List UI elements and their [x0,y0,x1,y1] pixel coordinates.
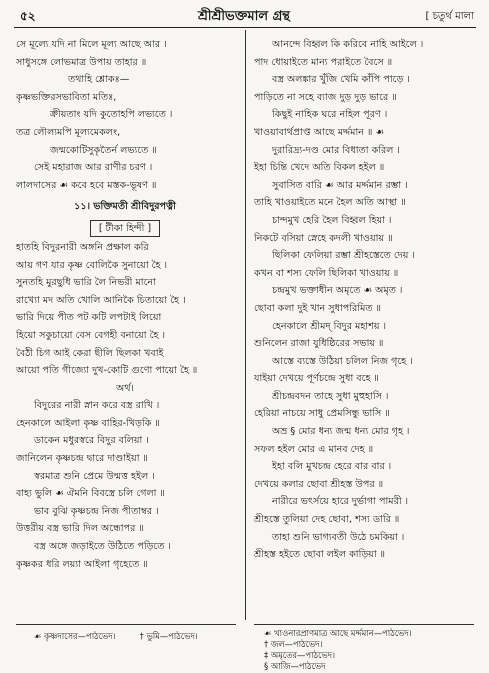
verse-line: যাইয়া দেখয়ে পূর্ণচন্দ্রে সুধা বহে ॥ [254,373,379,385]
verse-line: আস্তে ব্যস্তে উঠিয়া চলিল নিজ গৃহে । [272,355,413,367]
left-column [16,36,234,573]
header-rule [14,27,476,28]
footnote: ‡ অমৃতের—পাঠভেদ। [264,650,335,660]
sanskrit-line: তত্র লৌল্যমপি মূল্যমেকলং, [16,126,121,138]
footnote: ☙ খাওনারপ্রাণমাত্র আছে মর্দ্দমান—পাঠভেদ। [264,628,412,638]
footnotes-left [34,630,234,644]
verse-line: ইহা চিন্তি খেদে অতি বিকল হইল ॥ [254,162,385,174]
verse-line: সাধুসঙ্গে লোভমাত্র উপায় তাহার ॥ [16,56,147,68]
sloka-heading: তথাহি শ্লোকঃ— [68,74,130,86]
verse-line: খাওয়াবার্থপ্রাপ্ত আছে মর্দ্দমান ॥ ☙ [254,126,385,138]
meaning-line: বিদুরের নারী স্নান করে বস্ত্র রাখি । [34,400,160,412]
verse-line: শ্রীহস্তে তুলিয়া দেহ ছোবা, শস্য ডারি ॥ [254,514,400,526]
verse-line: কিছুই নাহিক ঘরে নহিল পূরণ । [272,109,388,121]
tika-label: [ টীকা হিন্দী ] [90,220,160,237]
meaning-line: উত্তরীয় বস্ত্র ভারি দিল অন্ধোপর ॥ [16,523,144,535]
hindi-line: রাখ্যো মদ অতি খোলি আনিকৈ চিতায়ো হৈ । [16,294,186,306]
footnote: † জল—পাঠভেদ। [264,639,323,649]
footnote: † ভুমি—পাঠভেদ। [139,631,198,641]
verse-line: ছিলিকা ফেলিয়া রম্ভা শ্রীহস্তেতে দেয় । [272,250,415,262]
page-number: ৫২ [20,9,36,23]
meaning-line: ভাব বুঝি কৃষ্ণচন্দ্র নিজ পীতাম্বর । [34,505,159,517]
verse-line: শ্রীচন্দ্রবদন তাহে সুধা মুহুহাসি । [272,390,389,402]
verse-line: অভ্র § মোর ধন্য জন্ম ধন্য মোর গৃহ । [272,426,410,438]
verse-line: পাড়িতে না সহে ব্যাজ দুড় দুড় ভারে ॥ [254,91,397,103]
verse-line: সুবাসিত বারি ☙ আর মর্দ্দমান রম্ভা । [272,179,408,191]
book-title: শ্রীশ্রীভক্তমাল গ্রন্থ [198,9,290,24]
verse-line: হেনকালে শ্রীমদ্ বিদুর মহাশয় । [272,320,387,332]
footnote: § আজি—পাঠভেদ [264,661,326,671]
verse-line: দেখয়ে কলার ছোবা শ্রীহস্ত উপর ॥ [254,478,384,490]
column-divider [245,30,246,620]
sanskrit-line: ক্রীয়তাং যদি কুতোহপি লভ্যতে । [50,109,173,121]
meaning-line: কৃষ্ণকর ধরি লয়্যা আইলা গৃহেতে ॥ [16,558,148,570]
sanskrit-line: কৃষ্ণভক্তিরসভাবিতা মতিঃ, [16,91,117,103]
hindi-line: বৈঠী চিগ আই কেরা ছীলি ছিলকা খবাই [16,347,164,359]
verse-line: লালদাসের ☙ কবে হবে মস্তক-ভূষণ ॥ [16,179,157,191]
verse-line: সে মূল্যে যদি না মিলে মূল্য আছে আর । [16,39,167,50]
meaning-line: হেনকালে আইলা কৃষ্ণ বাহির-খিড়কি ॥ [16,417,160,429]
right-column [254,36,472,564]
meaning-line: ডাকেন মধুরস্বরে বিদুর বলিয়া । [34,435,149,447]
verse-line: ছোবা কলা দুই খান সুধাপরিমিত ॥ [254,302,382,314]
verse-line: তাহা শুনি ভাগ্যবতী উঠে চমকিয়া । [272,531,405,543]
verse-line: কখন বা শস্য ফেলি ছিলিকা খাওয়ায় ॥ [254,267,399,279]
verse-line: তাহি খাওয়াইতে মনে হৈল অতি আস্থা ॥ [254,197,406,209]
running-header [14,6,476,26]
verse-line: সেই মহারাজ আর রাণীর চরণ । [34,162,153,174]
footnote-rule [254,624,474,625]
footnote-rule [16,624,236,625]
verse-line: শুনিলেন রাজা যুধিষ্ঠিরের সভায় ॥ [254,338,384,350]
verse-line: নিকটে বসিয়া স্নেহে কদলী খাওয়ায় ॥ [254,232,393,244]
hindi-line: হাতহি বিদুরনারী অঙ্গনি প্রক্ষাল করি [16,241,149,253]
hindi-line: ভারি দিয়ে পীত পট কটি লপটাই লিয়ো [16,312,162,324]
verse-line: পাদ ধোয়াইতে মান্য পরাইতে বৈসে ॥ [254,56,393,68]
verse-line: সফল হইল মোর এ মানব দেহ ॥ [254,443,374,455]
verse-line: চন্দ্রমুখ ভক্তাধীন অমৃতে ☙ অমৃত । [272,285,403,297]
hindi-line: আয় গণ যার কৃষ্ণ বোলিকৈ সুনায়ো হৈ । [16,259,168,271]
footnote: ☙ কৃষ্ণদাসের—পাঠভেদ। [34,631,116,641]
verse-line: হেরিয়া নাচয়ে সাধু প্রেমসিন্ধু ভাসি ॥ [254,408,390,420]
verse-line: আনন্দে বিহ্বল কি করিবে নাহি আইলে । [272,39,424,50]
section-label: [ চতুর্থ মালা [425,11,474,22]
sanskrit-line: জন্মকোটিসুকৃতৈর্ন লভ্যতে ॥ [50,144,157,156]
meaning-line: বাহ্য ভুলি ☙ ঐমনি বিবস্ত্রে চলি গেলা ॥ [16,488,165,500]
hindi-line: আয়ো পতি গীজ্যো দুখ-কোটি গুণো পায়ো হৈ ॥ [16,365,198,377]
verse-line: দুরারিদ্র্য-দণ্ড মোর বিধাতা করিল । [272,144,400,156]
verse-line: ইহা বলি মুখচন্দ্র হেরে বার বার । [272,461,392,473]
meaning-line: বস্ত্র অঙ্গে জড়াইতে উঠিতে পড়িতে । [34,541,171,553]
meaning-line: স্বরমাত্র শুনি প্রেমে উন্মত্ত হইল । [34,470,155,482]
artha-label: অর্থ। [116,382,134,394]
hindi-line: হিয়ো সকুচায়ো বেস বেগহী বনায়ো হৈ । [16,329,166,341]
chapter-title: ১১। ভক্তিমতী শ্রীবিদুরপত্নী [74,201,176,213]
meaning-line: জানিলেন কৃষ্ণচন্দ্র দ্বারে দাণ্ডাইয়া ॥ [16,453,148,465]
book-page [14,6,476,671]
verse-line: নারীরে ভৎর্সয়ে হারে দুর্ভাগা পামরী । [272,496,409,508]
verse-line: চান্দমুখ হেরি হৈল বিহ্বল হিয়া । [272,214,392,226]
footnotes-right [264,628,474,672]
verse-line: শ্রীহস্ত হইতে ছোবা লইল কাড়িয়া ॥ [254,549,386,561]
hindi-line: সুনতহি মুরছুধি ভারি লৈ নিভরী মানো [16,277,156,289]
verse-line: বস্ত্র অলঙ্কার খুঁজি খেমি কাঁপি পাড়ে । [272,74,410,86]
